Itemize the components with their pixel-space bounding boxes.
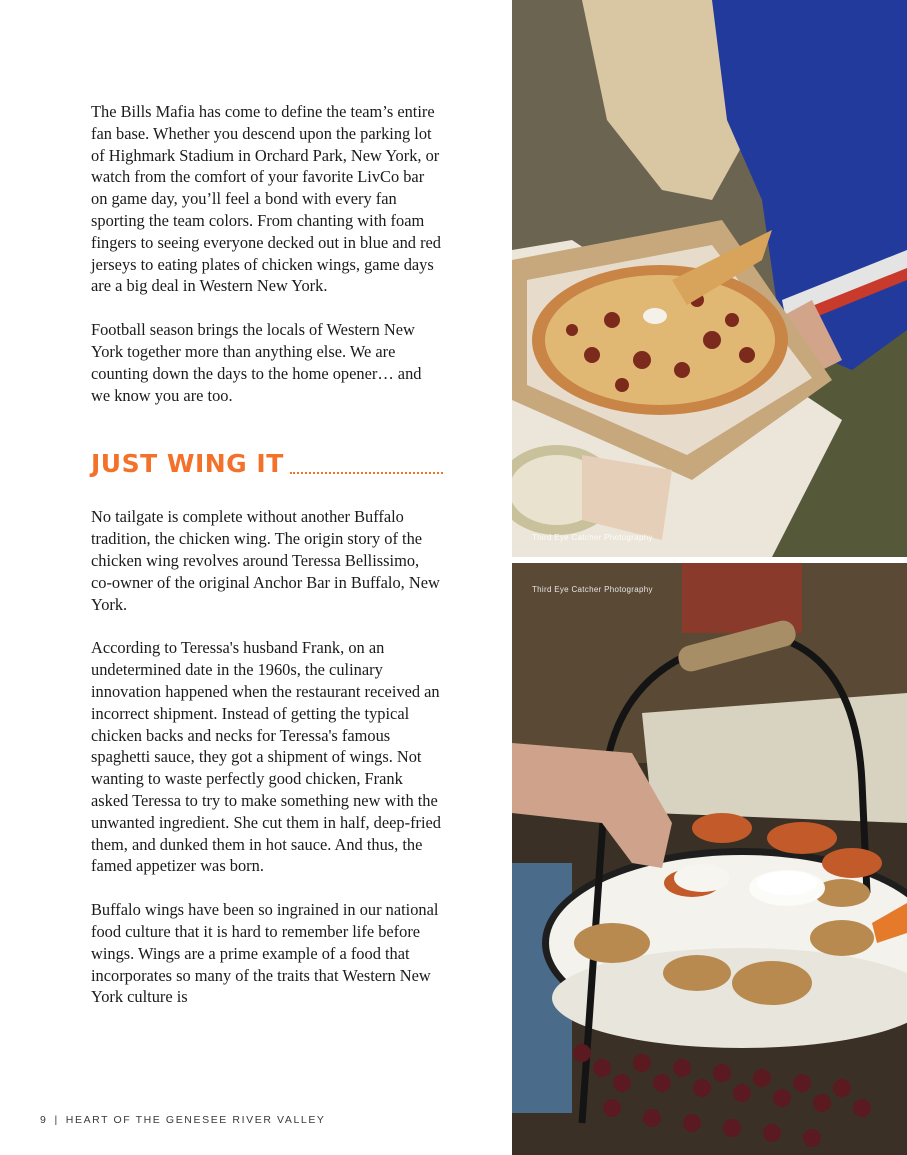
paragraph: No tailgate is complete without another Buffalo tradition, the chicken wing. The origin story of the chicken wing revolves around Teressa Bellissimo, co-owner of the original Anchor Bar in Buffalo, New York. <box>91 507 440 614</box>
page-footer <box>40 1114 326 1126</box>
paragraph: The Bills Mafia has come to define the team’s entire fan base. Whether you descend upon the parking lot of Highmark Stadium in Orchard Park, New York, or watch from the comfort of your favorite LivCo bar on game day, you’ll feel a bond with every fan sporting the team colors. From chanting with foam fingers to seeing everyone decked out in blue and red jerseys to eating plates of chicken wings, game days are a big deal in Western New York. <box>91 102 441 296</box>
paragraph: Football season brings the locals of Western New York together more than anything else. We are counting down the days to the home opener… and we know you are too. <box>91 320 422 405</box>
section-heading-row <box>91 448 443 478</box>
paragraph: According to Teressa's husband Frank, on an undetermined date in the 1960s, the culinary innovation happened when the restaurant received an incorrect shipment. Instead of getting the typical chicken backs and necks for Teressa's famous spaghetti sauce, they got a shipment of wings. Not wanting to waste perfectly good chicken, Frank asked Teressa to try to make something new with the unwanted ingredient. She cut them in half, deep-fried them, and dunked them in hot sauce. And thus, the famed appetizer was born. <box>91 638 442 876</box>
paragraph: Buffalo wings have been so ingrained in our national food culture that it is hard to remember life before wings. Wings are a prime example of a food that incorporates so many of the traits that Western New York culture is <box>91 900 439 1007</box>
pizza-illustration <box>512 0 907 557</box>
footer-separator: | <box>54 1114 59 1126</box>
wings-photo <box>512 563 907 1155</box>
publication-name: HEART OF THE GENESEE RIVER VALLEY <box>65 1114 326 1126</box>
pizza-photo <box>512 0 907 557</box>
dotted-rule <box>290 472 443 474</box>
photo-credit: Third Eye Catcher Photography <box>532 585 653 594</box>
article-body <box>91 101 443 1008</box>
page-number: 9 <box>40 1114 48 1126</box>
section-heading: JUST WING IT <box>91 449 284 479</box>
wings-illustration <box>512 563 907 1155</box>
photo-credit: Third Eye Catcher Photography <box>532 533 653 542</box>
